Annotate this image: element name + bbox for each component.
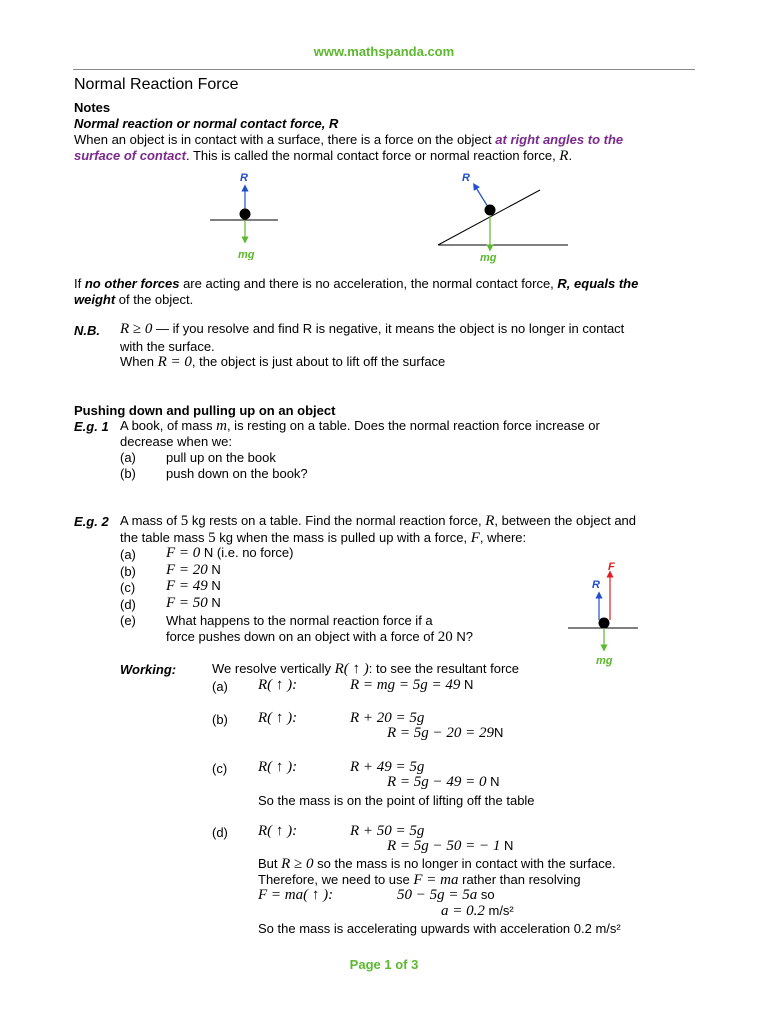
eg2-item-e-line-1: What happens to the normal reaction force if a: [166, 613, 433, 628]
working-b-eq1: R + 20 = 5g: [350, 710, 425, 726]
nb-label: N.B.: [74, 323, 100, 338]
eg2-line-2: the table mass 5 kg when the mass is pulled up with a force, F, where:: [120, 530, 527, 546]
working-intro: We resolve vertically R( ↑ ): to see the resultant force: [212, 661, 520, 677]
nb-line-3: When R = 0, the object is just about to lift off the surface: [120, 354, 446, 370]
notes-line-1: When an object is in contact with a surface, there is a force on the object at right angles to the: [74, 132, 624, 147]
working-d-letter: (d): [212, 825, 228, 840]
working-a-letter: (a): [212, 679, 228, 694]
forces-diagram: [562, 558, 642, 670]
eg2-item-b: F = 20 N: [166, 562, 221, 578]
notes-subheading: Normal reaction or normal contact force, R: [74, 116, 339, 131]
eg1-item-b-text: push down on the book?: [166, 466, 308, 481]
working-c-eq2: R = 5g − 49 = 0 N: [387, 774, 500, 790]
working-b-eq2: R = 5g − 20 = 29N: [387, 725, 504, 741]
eg2-item-c: F = 49 N: [166, 578, 221, 594]
working-c-note: So the mass is on the point of lifting off the table: [258, 793, 535, 808]
label-mg: mg: [238, 249, 255, 260]
label-R: R: [240, 172, 248, 184]
nb-line-2: with the surface.: [120, 339, 215, 354]
working-d-resolve: R( ↑ ):: [258, 823, 298, 839]
label-F: F: [608, 561, 615, 573]
working-d-final: So the mass is accelerating upwards with acceleration 0.2 m/s²: [258, 921, 621, 936]
eg1-item-b-letter: (b): [120, 466, 136, 481]
header-url[interactable]: www.mathspanda.com: [313, 44, 455, 59]
eg1-item-a-text: pull up on the book: [166, 450, 276, 465]
working-b-letter: (b): [212, 712, 228, 727]
eg2-label: E.g. 2: [74, 514, 109, 529]
working-c-eq1: R + 49 = 5g: [350, 759, 425, 775]
inclined-plane-diagram: [430, 168, 580, 268]
working-d-eq3: 50 − 5g = 5a so: [397, 887, 495, 903]
eg2-item-e-line-2: force pushes down on an object with a force of 20 N?: [166, 629, 473, 645]
working-b-resolve: R( ↑ ):: [258, 710, 298, 726]
working-c-resolve: R( ↑ ):: [258, 759, 298, 775]
working-d-fma: F = ma( ↑ ):: [258, 887, 334, 903]
particle: [599, 618, 610, 629]
eg2-item-d-letter: (d): [120, 597, 136, 612]
particle: [485, 205, 496, 216]
header-rule: [73, 69, 695, 70]
working-d-eq4: a = 0.2 m/s²: [441, 903, 514, 919]
section-heading: Pushing down and pulling up on an object: [74, 403, 336, 418]
working-d-therefore: Therefore, we need to use F = ma rather than resolving: [258, 872, 581, 888]
notes-line-2: surface of contact. This is called the normal contact force or normal reaction force, R.: [74, 148, 573, 164]
nb-line-1: R ≥ 0 — if you resolve and find R is negative, it means the object is no longer in contact: [120, 321, 625, 337]
flat-surface-diagram: [200, 168, 290, 260]
working-label: Working:: [120, 662, 177, 677]
eg2-line-1: A mass of 5 kg rests on a table. Find the normal reaction force, R, between the object and: [120, 513, 637, 529]
notes-heading: Notes: [74, 100, 111, 115]
eg2-item-a: F = 0 N (i.e. no force): [166, 545, 294, 561]
label-mg: mg: [480, 252, 497, 264]
slope-line: [438, 190, 540, 245]
working-d-but: But R ≥ 0 so the mass is no longer in contact with the surface.: [258, 856, 616, 872]
eg2-item-a-letter: (a): [120, 547, 136, 562]
label-mg: mg: [596, 655, 613, 667]
weight-line-2: weight of the object.: [74, 292, 194, 307]
working-a-resolve: R( ↑ ):: [258, 677, 298, 693]
particle: [240, 209, 251, 220]
page-number: Page 1 of 3: [349, 957, 419, 972]
eg2-item-b-letter: (b): [120, 564, 136, 579]
eg2-item-c-letter: (c): [120, 580, 136, 595]
working-d-eq1: R + 50 = 5g: [350, 823, 425, 839]
label-R: R: [592, 579, 600, 591]
eg1-line-1: A book, of mass m, is resting on a table. Does the normal reaction force increase or: [120, 418, 600, 434]
eg2-item-e-letter: (e): [120, 613, 136, 628]
weight-line-1: If no other forces are acting and there is no acceleration, the normal contact force, R, equals the: [74, 276, 639, 291]
working-c-letter: (c): [212, 761, 228, 776]
normal-force-arrow: [475, 186, 488, 207]
working-d-eq2: R = 5g − 50 = − 1 N: [387, 838, 514, 854]
page-title: Normal Reaction Force: [74, 76, 239, 93]
working-a-eq: R = mg = 5g = 49 N: [350, 677, 474, 693]
label-R: R: [462, 172, 470, 184]
eg1-line-2: decrease when we:: [120, 434, 233, 449]
eg2-item-d: F = 50 N: [166, 595, 221, 611]
eg1-label: E.g. 1: [74, 419, 109, 434]
eg1-item-a-letter: (a): [120, 450, 136, 465]
